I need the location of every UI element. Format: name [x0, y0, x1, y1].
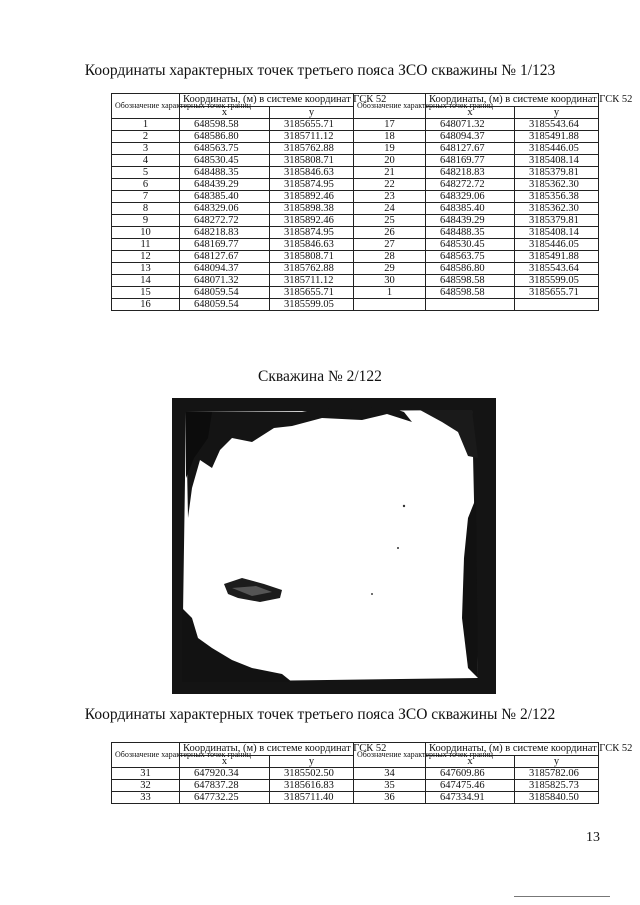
point-cell: 2	[112, 131, 180, 143]
y-cell: 3185846.63	[270, 239, 354, 251]
point-cell: 34	[354, 768, 426, 780]
y-cell: 3185446.05	[515, 239, 599, 251]
point-cell: 18	[354, 131, 426, 143]
point-cell: 19	[354, 143, 426, 155]
table-row	[112, 263, 599, 275]
point-cell: 35	[354, 780, 426, 792]
point-cell: 5	[112, 167, 180, 179]
table-row	[112, 203, 599, 215]
point-cell: 31	[112, 768, 180, 780]
x-cell: 648530.45	[426, 239, 515, 251]
x-cell: 648488.35	[180, 167, 270, 179]
x-cell: 647920.34	[180, 768, 270, 780]
x-cell: 648218.83	[180, 227, 270, 239]
x-cell: 648385.40	[180, 191, 270, 203]
well-zone-photo	[172, 398, 496, 694]
point-cell: 21	[354, 167, 426, 179]
y-cell: 3185874.95	[270, 227, 354, 239]
x-cell: 648071.32	[426, 119, 515, 131]
y-cell: 3185362.30	[515, 179, 599, 191]
x-cell: 647609.86	[426, 768, 515, 780]
point-cell: 10	[112, 227, 180, 239]
point-cell: 16	[112, 299, 180, 311]
y-header: y	[515, 756, 599, 768]
x-cell: 648586.80	[426, 263, 515, 275]
table-row	[112, 768, 599, 780]
y-cell: 3185782.06	[515, 768, 599, 780]
x-header: x	[180, 107, 270, 119]
x-cell: 648439.29	[180, 179, 270, 191]
x-cell: 648530.45	[180, 155, 270, 167]
x-cell: 647334.91	[426, 792, 515, 804]
point-cell	[354, 299, 426, 311]
x-header: x	[180, 756, 270, 768]
point-cell: 25	[354, 215, 426, 227]
y-cell: 3185599.05	[515, 275, 599, 287]
table-row	[112, 143, 599, 155]
table-row	[112, 131, 599, 143]
y-cell: 3185762.88	[270, 263, 354, 275]
point-cell: 4	[112, 155, 180, 167]
x-cell: 648563.75	[180, 143, 270, 155]
y-cell: 3185446.05	[515, 143, 599, 155]
table-row	[112, 215, 599, 227]
point-cell: 3	[112, 143, 180, 155]
table-row	[112, 251, 599, 263]
table-row	[112, 179, 599, 191]
y-cell: 3185356.38	[515, 191, 599, 203]
x-cell: 648598.58	[426, 275, 515, 287]
y-cell: 3185892.46	[270, 215, 354, 227]
x-cell: 648218.83	[426, 167, 515, 179]
y-cell: 3185502.50	[270, 768, 354, 780]
table-row	[112, 227, 599, 239]
y-cell: 3185711.40	[270, 792, 354, 804]
point-cell: 7	[112, 191, 180, 203]
x-cell	[426, 299, 515, 311]
point-cell: 30	[354, 275, 426, 287]
table-row	[112, 287, 599, 299]
y-cell	[515, 299, 599, 311]
coords-header: Координаты, (м) в системе координат ГСК 52	[426, 743, 599, 756]
x-cell: 648586.80	[180, 131, 270, 143]
x-cell: 648272.72	[426, 179, 515, 191]
y-cell: 3185362.30	[515, 203, 599, 215]
y-cell: 3185808.71	[270, 251, 354, 263]
point-header: Обозначение характерных точек границ	[354, 743, 426, 768]
x-cell: 648059.54	[180, 287, 270, 299]
page-number: 13	[586, 830, 600, 845]
point-cell: 28	[354, 251, 426, 263]
point-cell: 33	[112, 792, 180, 804]
table-row	[112, 239, 599, 251]
point-header: Обозначение характерных точек границ	[112, 743, 180, 768]
x-cell: 648385.40	[426, 203, 515, 215]
coords-header: Координаты, (м) в системе координат ГСК 52	[180, 94, 354, 107]
y-cell: 3185762.88	[270, 143, 354, 155]
table-row	[112, 780, 599, 792]
x-header: x	[426, 107, 515, 119]
x-cell: 648598.58	[180, 119, 270, 131]
point-cell: 6	[112, 179, 180, 191]
x-cell: 648272.72	[180, 215, 270, 227]
point-cell: 11	[112, 239, 180, 251]
x-cell: 648329.06	[426, 191, 515, 203]
point-cell: 14	[112, 275, 180, 287]
y-cell: 3185898.38	[270, 203, 354, 215]
y-cell: 3185408.14	[515, 227, 599, 239]
point-cell: 1	[112, 119, 180, 131]
point-cell: 15	[112, 287, 180, 299]
y-cell: 3185711.12	[270, 275, 354, 287]
y-cell: 3185408.14	[515, 155, 599, 167]
y-cell: 3185616.83	[270, 780, 354, 792]
point-cell: 9	[112, 215, 180, 227]
point-cell: 17	[354, 119, 426, 131]
y-cell: 3185655.71	[515, 287, 599, 299]
point-cell: 29	[354, 263, 426, 275]
y-cell: 3185655.71	[270, 119, 354, 131]
y-header: y	[270, 107, 354, 119]
point-cell: 27	[354, 239, 426, 251]
table-row	[112, 119, 599, 131]
x-cell: 647475.46	[426, 780, 515, 792]
point-cell: 32	[112, 780, 180, 792]
y-cell: 3185808.71	[270, 155, 354, 167]
point-cell: 22	[354, 179, 426, 191]
y-cell: 3185840.50	[515, 792, 599, 804]
point-cell: 23	[354, 191, 426, 203]
x-cell: 647837.28	[180, 780, 270, 792]
x-cell: 647732.25	[180, 792, 270, 804]
x-cell: 648059.54	[180, 299, 270, 311]
point-cell: 20	[354, 155, 426, 167]
x-cell: 648439.29	[426, 215, 515, 227]
y-header: y	[270, 756, 354, 768]
coords-header: Координаты, (м) в системе координат ГСК 52	[180, 743, 354, 756]
y-cell: 3185379.81	[515, 215, 599, 227]
y-cell: 3185543.64	[515, 263, 599, 275]
point-cell: 24	[354, 203, 426, 215]
point-cell: 1	[354, 287, 426, 299]
point-header: Обозначение характерных точек границ	[354, 94, 426, 119]
y-cell: 3185655.71	[270, 287, 354, 299]
x-cell: 648071.32	[180, 275, 270, 287]
y-cell: 3185874.95	[270, 179, 354, 191]
x-cell: 648127.67	[180, 251, 270, 263]
x-header: x	[426, 756, 515, 768]
x-cell: 648169.77	[426, 155, 515, 167]
y-header: y	[515, 107, 599, 119]
table-row	[112, 191, 599, 203]
y-cell: 3185825.73	[515, 780, 599, 792]
x-cell: 648563.75	[426, 251, 515, 263]
y-cell: 3185491.88	[515, 131, 599, 143]
table-row	[112, 299, 599, 311]
table1-title: Координаты характерных точек третьего пояса ЗСО скважины № 1/123	[84, 62, 556, 79]
x-cell: 648094.37	[180, 263, 270, 275]
point-header: Обозначение характерных точек границ	[112, 94, 180, 119]
table-row	[112, 155, 599, 167]
x-cell: 648169.77	[180, 239, 270, 251]
x-cell: 648598.58	[426, 287, 515, 299]
point-cell: 13	[112, 263, 180, 275]
y-cell: 3185892.46	[270, 191, 354, 203]
x-cell: 648329.06	[180, 203, 270, 215]
table-row	[112, 167, 599, 179]
y-cell: 3185543.64	[515, 119, 599, 131]
coordinates-table-1	[111, 93, 633, 311]
y-cell: 3185599.05	[270, 299, 354, 311]
x-cell: 648094.37	[426, 131, 515, 143]
point-cell: 12	[112, 251, 180, 263]
y-cell: 3185379.81	[515, 167, 599, 179]
table-row	[112, 792, 599, 804]
table-row	[112, 275, 599, 287]
point-cell: 36	[354, 792, 426, 804]
well-subtitle: Скважина № 2/122	[258, 368, 382, 385]
y-cell: 3185491.88	[515, 251, 599, 263]
y-cell: 3185846.63	[270, 167, 354, 179]
x-cell: 648488.35	[426, 227, 515, 239]
x-cell: 648127.67	[426, 143, 515, 155]
map-image	[172, 398, 496, 694]
table2-title: Координаты характерных точек третьего пояса ЗСО скважины № 2/122	[84, 706, 556, 723]
coordinates-table-2	[111, 742, 633, 804]
footer-divider	[514, 896, 610, 897]
y-cell: 3185711.12	[270, 131, 354, 143]
point-cell: 26	[354, 227, 426, 239]
coords-header: Координаты, (м) в системе координат ГСК 52	[426, 94, 599, 107]
point-cell: 8	[112, 203, 180, 215]
